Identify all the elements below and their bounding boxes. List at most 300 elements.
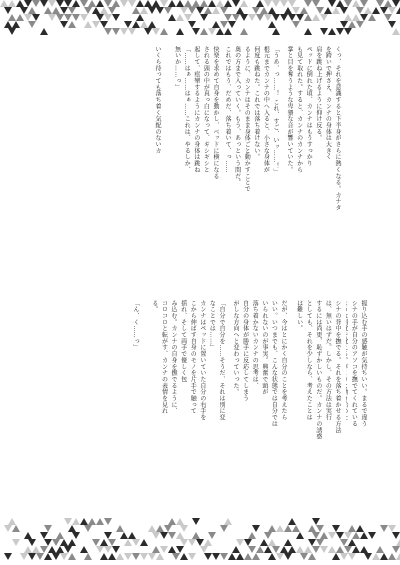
triangle-tile bbox=[192, 28, 200, 35]
triangle-tile bbox=[132, 21, 140, 28]
bottom-triangle-border bbox=[0, 518, 400, 565]
triangle-tile bbox=[40, 28, 48, 35]
triangle-tile bbox=[200, 28, 208, 35]
triangle-tile bbox=[84, 553, 92, 560]
triangle-tile bbox=[284, 525, 292, 532]
triangle-tile bbox=[208, 532, 216, 539]
triangle-tile bbox=[268, 539, 276, 546]
triangle-tile bbox=[8, 518, 16, 525]
triangle-tile bbox=[188, 553, 196, 560]
triangle-tile bbox=[140, 21, 148, 28]
triangle-tile bbox=[100, 539, 108, 546]
triangle-tile bbox=[336, 28, 344, 35]
triangle-tile bbox=[340, 21, 348, 28]
triangle-tile bbox=[288, 0, 296, 7]
triangle-tile bbox=[284, 553, 292, 560]
triangle-tile bbox=[352, 546, 360, 553]
triangle-tile bbox=[64, 14, 72, 21]
triangle-tile bbox=[248, 546, 256, 553]
triangle-tile bbox=[364, 553, 372, 560]
triangle-tile bbox=[32, 0, 40, 7]
triangle-tile bbox=[316, 7, 324, 14]
triangle-tile bbox=[252, 525, 260, 532]
triangle-tile bbox=[88, 518, 96, 525]
triangle-tile bbox=[276, 525, 284, 532]
triangle-tile bbox=[72, 532, 80, 539]
triangle-tile bbox=[192, 518, 200, 525]
triangle-tile bbox=[12, 539, 20, 546]
triangle-tile bbox=[320, 14, 328, 21]
triangle-tile bbox=[300, 553, 308, 560]
triangle-tile bbox=[268, 21, 276, 28]
triangle-tile bbox=[176, 532, 184, 539]
triangle-tile bbox=[280, 546, 288, 553]
triangle-tile bbox=[288, 518, 296, 525]
triangle-tile bbox=[216, 28, 224, 35]
triangle-tile bbox=[44, 525, 52, 532]
triangle-tile bbox=[20, 553, 28, 560]
triangle-tile bbox=[312, 0, 320, 7]
triangle-tile bbox=[24, 0, 32, 7]
triangle-tile bbox=[156, 7, 164, 14]
triangle-tile bbox=[336, 546, 344, 553]
triangle-tile bbox=[68, 553, 76, 560]
triangle-tile bbox=[280, 0, 288, 7]
triangle-tile bbox=[212, 21, 220, 28]
triangle-tile bbox=[152, 28, 160, 35]
triangle-tile bbox=[96, 518, 104, 525]
triangle-tile bbox=[216, 0, 224, 7]
triangle-tile bbox=[388, 7, 396, 14]
triangle-tile bbox=[348, 539, 356, 546]
triangle-tile bbox=[72, 518, 80, 525]
triangle-tile bbox=[344, 546, 352, 553]
triangle-tile bbox=[48, 546, 56, 553]
triangle-tile bbox=[12, 525, 20, 532]
triangle-tile bbox=[348, 21, 356, 28]
triangle-tile bbox=[48, 14, 56, 21]
triangle-tile bbox=[40, 0, 48, 7]
triangle-tile bbox=[200, 0, 208, 7]
triangle-tile bbox=[396, 7, 400, 14]
top-triangle-border bbox=[0, 0, 400, 40]
triangle-tile bbox=[60, 7, 68, 14]
triangle-tile bbox=[208, 0, 216, 7]
lower-middle-right-text: だが、今はとにかく自分のことを考えたら いい。いつまでも、こんな状態では自分では いられないのが事実。興奮で頭が 落ち着かないカンナの思考は、 自分の身体が勝手に反応してしまう がしな方向へと変わっていった。 bbox=[232, 300, 287, 427]
triangle-tile bbox=[80, 546, 88, 553]
triangle-tile bbox=[68, 525, 76, 532]
triangle-tile bbox=[100, 553, 108, 560]
triangle-tile bbox=[244, 553, 252, 560]
triangle-tile bbox=[120, 532, 128, 539]
triangle-tile bbox=[176, 0, 184, 7]
triangle-tile bbox=[308, 553, 316, 560]
triangle-tile bbox=[268, 7, 276, 14]
lower-left-text: 「ん、く……っ」 bbox=[132, 300, 139, 351]
triangle-tile bbox=[280, 14, 288, 21]
triangle-tile bbox=[16, 0, 24, 7]
triangle-tile bbox=[212, 7, 220, 14]
triangle-tile bbox=[188, 21, 196, 28]
triangle-tile bbox=[224, 14, 232, 21]
triangle-tile bbox=[80, 518, 88, 525]
triangle-tile bbox=[136, 14, 144, 21]
triangle-tile bbox=[96, 14, 104, 21]
triangle-tile bbox=[328, 546, 336, 553]
triangle-tile bbox=[252, 7, 260, 14]
triangle-tile bbox=[124, 553, 132, 560]
triangle-tile bbox=[128, 0, 136, 7]
lower-middle-left-text: 「自分で自分を……そうだ、それは別に変 なことでは……」 カンナはペッドに置いていた自分の右手を こから伸ばす自身のモノを片手で触って 揺れ、そして両手で優しく包 み込む。カンナの自身を撫でるように、 コロコロと転がす、カンナの表情を見れ る。 bbox=[150, 300, 225, 421]
triangle-tile bbox=[392, 532, 400, 539]
triangle-tile bbox=[364, 7, 372, 14]
triangle-tile bbox=[68, 21, 76, 28]
triangle-tile bbox=[332, 553, 340, 560]
triangle-tile bbox=[56, 0, 64, 7]
triangle-tile bbox=[104, 28, 112, 35]
triangle-tile bbox=[60, 21, 68, 28]
triangle-tile bbox=[380, 7, 388, 14]
triangle-tile bbox=[148, 525, 156, 532]
triangle-tile bbox=[160, 0, 168, 7]
triangle-tile bbox=[376, 0, 384, 7]
triangle-tile bbox=[116, 525, 124, 532]
triangle-tile bbox=[128, 532, 136, 539]
triangle-tile bbox=[328, 0, 336, 7]
triangle-tile bbox=[392, 0, 400, 7]
triangle-tile bbox=[248, 532, 256, 539]
triangle-tile bbox=[156, 525, 164, 532]
triangle-tile bbox=[272, 546, 280, 553]
triangle-tile bbox=[200, 14, 208, 21]
triangle-tile bbox=[176, 546, 184, 553]
triangle-tile bbox=[52, 7, 60, 14]
triangle-tile bbox=[140, 553, 148, 560]
triangle-tile bbox=[140, 539, 148, 546]
triangle-tile bbox=[344, 14, 352, 21]
triangle-tile bbox=[296, 532, 304, 539]
triangle-tile bbox=[288, 14, 296, 21]
triangle-tile bbox=[164, 7, 172, 14]
triangle-tile bbox=[396, 553, 400, 560]
triangle-tile bbox=[348, 553, 356, 560]
triangle-tile bbox=[312, 518, 320, 525]
triangle-tile bbox=[220, 21, 228, 28]
triangle-tile bbox=[204, 7, 212, 14]
triangle-tile bbox=[108, 539, 116, 546]
triangle-tile bbox=[28, 539, 36, 546]
triangle-tile bbox=[288, 546, 296, 553]
triangle-tile bbox=[152, 546, 160, 553]
triangle-tile bbox=[96, 546, 104, 553]
triangle-tile bbox=[144, 0, 152, 7]
triangle-tile bbox=[304, 28, 312, 35]
triangle-tile bbox=[28, 7, 36, 14]
triangle-tile bbox=[196, 539, 204, 546]
triangle-tile bbox=[104, 518, 112, 525]
triangle-tile bbox=[92, 7, 100, 14]
upper-middle-right-text: 「うあ、っ……！ これ、すご、いッ……！」 根元までカンナの中へ入ると、小さな身体が 何度も跳ねた。これでは落ち着けない。 るように、カンナはそのまま身体ごと動かすことで 奥の方まで入っていく。もう、あっという間だ。 これではもう、だめだ、落ち着いて、っ…… bbox=[224, 46, 279, 193]
page-text-area bbox=[40, 46, 368, 516]
triangle-tile bbox=[184, 14, 192, 21]
triangle-tile bbox=[148, 21, 156, 28]
triangle-tile bbox=[368, 532, 376, 539]
right-column-text-1: 握り込む手の感触が気持ちいい。まるで違う シナの手が自分のアソコを撫でてくれている bbox=[350, 300, 367, 427]
triangle-tile bbox=[104, 14, 112, 21]
triangle-tile bbox=[48, 0, 56, 7]
triangle-tile bbox=[264, 0, 272, 7]
triangle-tile bbox=[28, 553, 36, 560]
triangle-tile bbox=[4, 21, 12, 28]
triangle-tile bbox=[228, 21, 236, 28]
triangle-tile bbox=[4, 553, 12, 560]
triangle-tile bbox=[308, 539, 316, 546]
triangle-tile bbox=[168, 532, 176, 539]
triangle-tile bbox=[188, 7, 196, 14]
triangle-tile bbox=[92, 21, 100, 28]
triangle-tile bbox=[24, 546, 32, 553]
triangle-tile bbox=[148, 553, 156, 560]
triangle-tile bbox=[268, 553, 276, 560]
triangle-tile bbox=[312, 546, 320, 553]
triangle-tile bbox=[56, 532, 64, 539]
triangle-tile bbox=[260, 7, 268, 14]
triangle-tile bbox=[264, 532, 272, 539]
triangle-tile bbox=[104, 0, 112, 7]
triangle-tile bbox=[304, 546, 312, 553]
triangle-tile bbox=[68, 539, 76, 546]
triangle-tile bbox=[236, 539, 244, 546]
triangle-tile bbox=[68, 7, 76, 14]
lower-right-text: シナの背中を撫でる。それを落ち着かせる方法 は、無いはずだ。しかし、その方法は実行 するには尚更、恥ずかしいものだ。カンナの誘惑 としても、それを少しなら、考えたことは は難しい。 bbox=[295, 300, 341, 440]
triangle-tile bbox=[248, 14, 256, 21]
triangle-tile bbox=[208, 28, 216, 35]
triangle-tile bbox=[272, 0, 280, 7]
triangle-tile bbox=[120, 28, 128, 35]
triangle-tile bbox=[80, 0, 88, 7]
triangle-tile bbox=[304, 0, 312, 7]
triangle-tile bbox=[104, 546, 112, 553]
triangle-tile bbox=[240, 0, 248, 7]
upper-middle-left-text: 快楽を求めて自身を動かし、ベッドに横になる される頭の中が真っ白になって、ギシギシと 起して、痙攣するようにカンナの身体は跳ね 「……はぁ……はぁ……これは、やるしか、 無いか……っ」 bbox=[173, 46, 219, 180]
triangle-tile bbox=[388, 21, 396, 28]
triangle-tile bbox=[56, 14, 64, 21]
triangle-tile bbox=[172, 553, 180, 560]
triangle-tile bbox=[264, 546, 272, 553]
triangle-tile bbox=[168, 0, 176, 7]
triangle-tile bbox=[16, 14, 24, 21]
triangle-tile bbox=[360, 532, 368, 539]
triangle-tile bbox=[204, 553, 212, 560]
triangle-tile bbox=[32, 14, 40, 21]
triangle-tile bbox=[160, 546, 168, 553]
triangle-tile bbox=[376, 546, 384, 553]
triangle-tile bbox=[232, 0, 240, 7]
triangle-tile bbox=[292, 7, 300, 14]
triangle-tile bbox=[84, 7, 92, 14]
triangle-tile bbox=[108, 553, 116, 560]
triangle-tile bbox=[36, 553, 44, 560]
triangle-tile bbox=[60, 539, 68, 546]
triangle-tile bbox=[344, 0, 352, 7]
triangle-tile bbox=[224, 518, 232, 525]
triangle-tile bbox=[292, 525, 300, 532]
triangle-tile bbox=[168, 518, 176, 525]
triangle-tile bbox=[388, 525, 396, 532]
triangle-tile bbox=[132, 539, 140, 546]
triangle-tile bbox=[64, 518, 72, 525]
triangle-tile bbox=[8, 0, 16, 7]
triangle-tile bbox=[96, 0, 104, 7]
triangle-tile bbox=[120, 0, 128, 7]
triangle-tile bbox=[92, 539, 100, 546]
triangle-tile bbox=[332, 7, 340, 14]
triangle-tile bbox=[24, 14, 32, 21]
triangle-tile bbox=[80, 14, 88, 21]
triangle-tile bbox=[252, 553, 260, 560]
triangle-tile bbox=[108, 7, 116, 14]
triangle-tile bbox=[180, 7, 188, 14]
triangle-tile bbox=[240, 28, 248, 35]
triangle-tile bbox=[160, 532, 168, 539]
triangle-tile bbox=[360, 0, 368, 7]
triangle-tile bbox=[212, 553, 220, 560]
triangle-tile bbox=[316, 539, 324, 546]
triangle-tile bbox=[312, 14, 320, 21]
triangle-tile bbox=[316, 525, 324, 532]
triangle-tile bbox=[136, 0, 144, 7]
triangle-tile bbox=[196, 7, 204, 14]
triangle-tile bbox=[56, 546, 64, 553]
triangle-tile bbox=[44, 7, 52, 14]
triangle-tile bbox=[356, 21, 364, 28]
triangle-tile bbox=[176, 14, 184, 21]
triangle-tile bbox=[320, 532, 328, 539]
triangle-tile bbox=[336, 0, 344, 7]
triangle-tile bbox=[300, 7, 308, 14]
triangle-tile bbox=[104, 532, 112, 539]
triangle-tile bbox=[344, 532, 352, 539]
triangle-tile bbox=[220, 525, 228, 532]
triangle-tile bbox=[368, 14, 376, 21]
triangle-tile bbox=[296, 14, 304, 21]
triangle-tile bbox=[296, 546, 304, 553]
triangle-tile bbox=[360, 14, 368, 21]
triangle-tile bbox=[356, 525, 364, 532]
triangle-tile bbox=[44, 539, 52, 546]
triangle-tile bbox=[40, 532, 48, 539]
triangle-tile bbox=[84, 525, 92, 532]
triangle-tile bbox=[124, 21, 132, 28]
triangle-tile bbox=[268, 525, 276, 532]
triangle-tile bbox=[220, 553, 228, 560]
triangle-tile bbox=[112, 28, 120, 35]
triangle-tile bbox=[244, 539, 252, 546]
triangle-tile bbox=[284, 539, 292, 546]
triangle-tile bbox=[176, 28, 184, 35]
triangle-tile bbox=[236, 7, 244, 14]
triangle-tile bbox=[192, 0, 200, 7]
triangle-tile bbox=[180, 525, 188, 532]
triangle-tile bbox=[392, 546, 400, 553]
triangle-tile bbox=[52, 553, 60, 560]
triangle-tile bbox=[88, 0, 96, 7]
triangle-tile bbox=[148, 7, 156, 14]
triangle-tile bbox=[228, 553, 236, 560]
triangle-tile bbox=[232, 546, 240, 553]
triangle-tile bbox=[164, 525, 172, 532]
triangle-tile bbox=[28, 21, 36, 28]
triangle-tile bbox=[352, 14, 360, 21]
triangle-tile bbox=[324, 7, 332, 14]
triangle-tile bbox=[332, 525, 340, 532]
triangle-tile bbox=[160, 28, 168, 35]
triangle-tile bbox=[220, 7, 228, 14]
triangle-tile bbox=[116, 553, 124, 560]
triangle-tile bbox=[272, 14, 280, 21]
triangle-tile bbox=[64, 546, 72, 553]
triangle-tile bbox=[100, 21, 108, 28]
triangle-tile bbox=[4, 7, 12, 14]
triangle-tile bbox=[112, 14, 120, 21]
triangle-tile bbox=[388, 553, 396, 560]
triangle-tile bbox=[44, 553, 52, 560]
triangle-tile bbox=[64, 0, 72, 7]
triangle-tile bbox=[20, 7, 28, 14]
triangle-tile bbox=[200, 546, 208, 553]
triangle-tile bbox=[392, 28, 400, 35]
triangle-tile bbox=[84, 21, 92, 28]
triangle-tile bbox=[272, 28, 280, 35]
triangle-tile bbox=[100, 7, 108, 14]
triangle-tile bbox=[348, 525, 356, 532]
triangle-tile bbox=[276, 553, 284, 560]
triangle-tile bbox=[372, 553, 380, 560]
triangle-tile bbox=[112, 546, 120, 553]
triangle-tile bbox=[176, 518, 184, 525]
triangle-tile bbox=[52, 539, 60, 546]
triangle-tile bbox=[308, 525, 316, 532]
triangle-tile bbox=[292, 21, 300, 28]
triangle-tile bbox=[344, 28, 352, 35]
triangle-tile bbox=[380, 553, 388, 560]
triangle-tile bbox=[188, 539, 196, 546]
triangle-tile bbox=[372, 7, 380, 14]
triangle-tile bbox=[168, 546, 176, 553]
triangle-tile bbox=[352, 532, 360, 539]
triangle-tile bbox=[156, 553, 164, 560]
triangle-tile bbox=[184, 0, 192, 7]
triangle-tile bbox=[260, 539, 268, 546]
triangle-tile bbox=[224, 28, 232, 35]
triangle-tile bbox=[340, 7, 348, 14]
triangle-tile bbox=[32, 546, 40, 553]
triangle-tile bbox=[304, 14, 312, 21]
triangle-tile bbox=[352, 0, 360, 7]
triangle-tile bbox=[240, 14, 248, 21]
triangle-tile bbox=[12, 21, 20, 28]
triangle-tile bbox=[336, 532, 344, 539]
triangle-tile bbox=[140, 7, 148, 14]
triangle-tile bbox=[168, 14, 176, 21]
triangle-tile bbox=[72, 0, 80, 7]
triangle-tile bbox=[112, 0, 120, 7]
triangle-tile bbox=[320, 28, 328, 35]
triangle-tile bbox=[192, 532, 200, 539]
triangle-tile bbox=[384, 0, 392, 7]
triangle-tile bbox=[4, 525, 12, 532]
triangle-tile bbox=[236, 553, 244, 560]
